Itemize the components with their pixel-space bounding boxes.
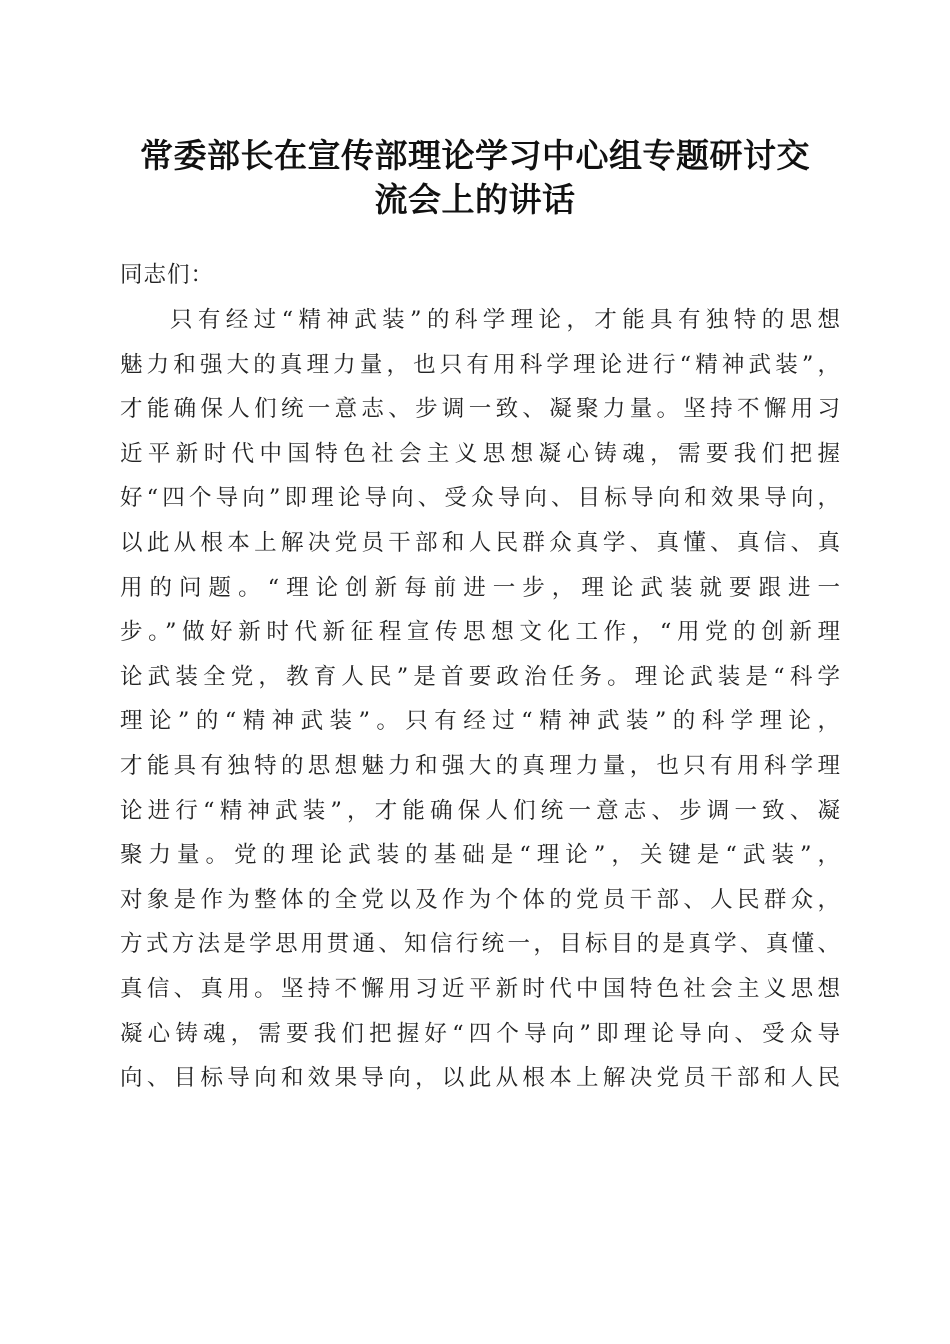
paragraph-line: 聚力量。党的理论武装的基础是“理论”，关键是“武装”， xyxy=(120,842,840,869)
paragraph-line: 用的问题。“理论创新每前进一步，理论武装就要跟进一 xyxy=(120,574,840,601)
paragraph-line: 论武装全党，教育人民”是首要政治任务。理论武装是“科学 xyxy=(120,663,840,690)
paragraph-line: 真信、真用。坚持不懈用习近平新时代中国特色社会主义思想 xyxy=(120,975,840,1002)
document-title xyxy=(110,134,840,222)
paragraph-line: 好“四个导向”即理论导向、受众导向、目标导向和效果导向， xyxy=(120,485,840,512)
paragraph-line: 步。”做好新时代新征程宣传思想文化工作，“用党的创新理 xyxy=(120,619,840,646)
paragraph-line: 向、目标导向和效果导向，以此从根本上解决党员干部和人民 xyxy=(120,1065,840,1092)
paragraph-line: 对象是作为整体的全党以及作为个体的党员干部、人民群众， xyxy=(120,886,840,913)
paragraph-line: 近平新时代中国特色社会主义思想凝心铸魂，需要我们把握 xyxy=(120,440,840,467)
salutation: 同志们： xyxy=(120,262,215,288)
paragraph-line: 才能确保人们统一意志、步调一致、凝聚力量。坚持不懈用习 xyxy=(120,396,840,423)
document-body xyxy=(120,252,840,1101)
title-line: 常委部长在宣传部理论学习中心组专题研讨交 xyxy=(140,136,810,175)
paragraph xyxy=(120,298,840,1101)
paragraph-line: 只有经过“精神武装”的科学理论，才能具有独特的思想 xyxy=(170,307,840,333)
paragraph-line: 魅力和强大的真理力量，也只有用科学理论进行“精神武装”， xyxy=(120,351,840,378)
paragraph-line: 方式方法是学思用贯通、知信行统一，目标目的是真学、真懂、 xyxy=(120,931,840,958)
paragraph-line: 理论”的“精神武装”。只有经过“精神武装”的科学理论， xyxy=(120,708,840,735)
paragraph-line: 论进行“精神武装”，才能确保人们统一意志、步调一致、凝 xyxy=(120,797,840,824)
paragraph-line: 才能具有独特的思想魅力和强大的真理力量，也只有用科学理 xyxy=(120,752,840,779)
paragraph-line: 以此从根本上解决党员干部和人民群众真学、真懂、真信、真 xyxy=(120,529,840,556)
title-line: 流会上的讲话 xyxy=(374,180,576,219)
paragraph-line: 凝心铸魂，需要我们把握好“四个导向”即理论导向、受众导 xyxy=(120,1020,840,1047)
